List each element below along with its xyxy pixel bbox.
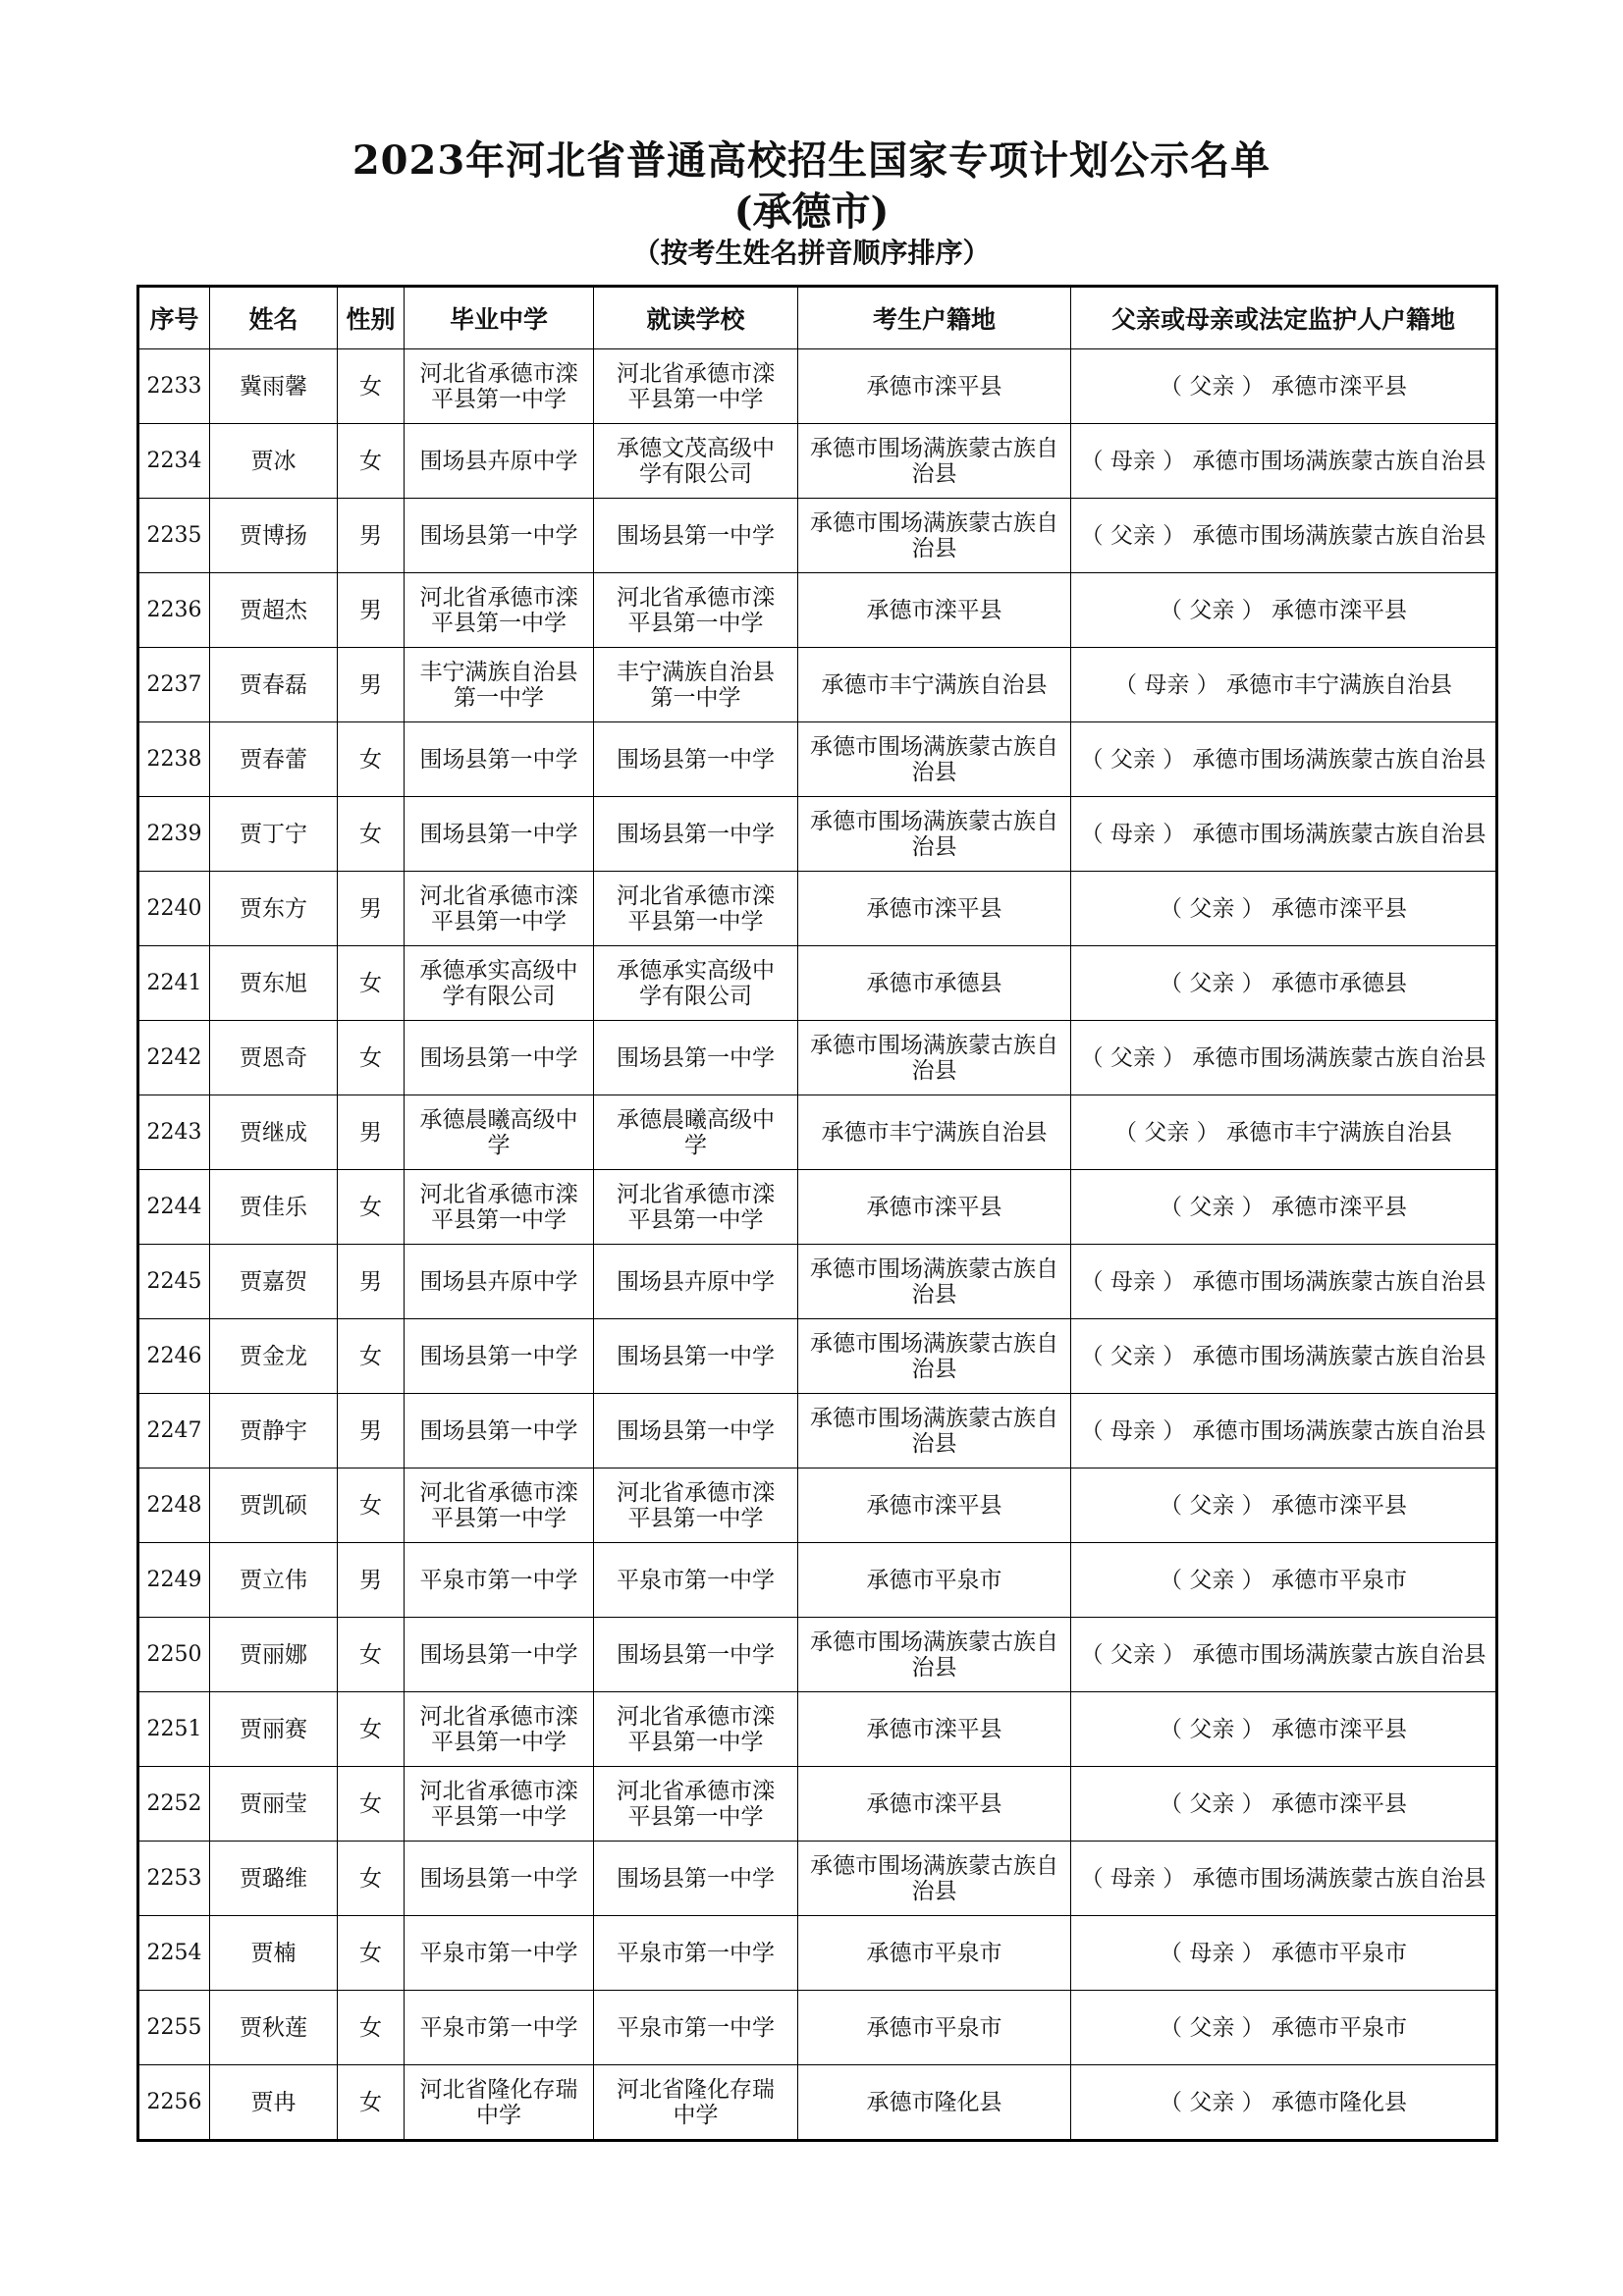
hukou-cell: 承德市滦平县 [798,1767,1071,1842]
document-title: 2023年河北省普通高校招生国家专项计划公示名单 [352,137,1271,184]
table-header-row [138,287,1497,349]
gender-cell: 女 [338,1021,405,1095]
hukou-cell: 承德市丰宁满族自治县 [798,1095,1071,1170]
gender-cell: 女 [338,1692,405,1767]
hukou-cell: 承德市滦平县 [798,1170,1071,1245]
col-name-header: 姓名 [210,287,338,349]
name-cell: 贾嘉贺 [210,1245,338,1319]
table-row [138,1543,1497,1618]
current-school-cell: 平泉市第一中学 [594,1543,798,1618]
seq-cell: 2252 [138,1767,210,1842]
hukou-cell: 承德市围场满族蒙古族自治县 [798,1618,1071,1692]
roster-table [136,285,1498,2142]
guardian-hukou-cell: （ 母亲 ） 承德市平泉市 [1071,1916,1497,1991]
table-row [138,1245,1497,1319]
seq-cell: 2239 [138,797,210,872]
gender-cell: 男 [338,573,405,648]
seq-cell: 2241 [138,946,210,1021]
grad-school-cell: 河北省承德市滦平县第一中学 [405,872,594,946]
grad-school-cell: 河北省承德市滦平县第一中学 [405,1170,594,1245]
grad-school-cell: 围场县第一中学 [405,797,594,872]
seq-cell: 2243 [138,1095,210,1170]
name-cell: 贾秋莲 [210,1991,338,2065]
table-row [138,1618,1497,1692]
name-cell: 贾丽赛 [210,1692,338,1767]
guardian-hukou-cell: （ 母亲 ） 承德市丰宁满族自治县 [1071,648,1497,722]
gender-cell: 女 [338,1767,405,1842]
gender-cell: 女 [338,1916,405,1991]
grad-school-cell: 河北省承德市滦平县第一中学 [405,1468,594,1543]
seq-cell: 2235 [138,499,210,573]
grad-school-cell: 平泉市第一中学 [405,1543,594,1618]
gender-cell: 男 [338,648,405,722]
grad-school-cell: 围场县卉原中学 [405,424,594,499]
seq-cell: 2247 [138,1394,210,1468]
current-school-cell: 围场县第一中学 [594,1842,798,1916]
table-row [138,573,1497,648]
gender-cell: 女 [338,1319,405,1394]
current-school-cell: 围场县第一中学 [594,722,798,797]
seq-cell: 2246 [138,1319,210,1394]
seq-cell: 2244 [138,1170,210,1245]
table-row [138,1394,1497,1468]
grad-school-cell: 围场县第一中学 [405,1394,594,1468]
guardian-hukou-cell: （ 父亲 ） 承德市滦平县 [1071,1767,1497,1842]
table-body [138,349,1497,2141]
gender-cell: 女 [338,1170,405,1245]
table-row [138,499,1497,573]
current-school-cell: 河北省承德市滦平县第一中学 [594,1170,798,1245]
grad-school-cell: 丰宁满族自治县第一中学 [405,648,594,722]
gender-cell: 男 [338,872,405,946]
name-cell: 贾丽娜 [210,1618,338,1692]
seq-cell: 2238 [138,722,210,797]
table-row [138,424,1497,499]
seq-cell: 2240 [138,872,210,946]
grad-school-cell: 平泉市第一中学 [405,1916,594,1991]
guardian-hukou-cell: （ 母亲 ） 承德市围场满族蒙古族自治县 [1071,1394,1497,1468]
current-school-cell: 围场县第一中学 [594,1618,798,1692]
hukou-cell: 承德市围场满族蒙古族自治县 [798,722,1071,797]
guardian-hukou-cell: （ 父亲 ） 承德市围场满族蒙古族自治县 [1071,499,1497,573]
guardian-hukou-cell: （ 父亲 ） 承德市滦平县 [1071,872,1497,946]
seq-cell: 2233 [138,349,210,424]
seq-cell: 2254 [138,1916,210,1991]
gender-cell: 男 [338,1095,405,1170]
gender-cell: 女 [338,797,405,872]
hukou-cell: 承德市滦平县 [798,1468,1071,1543]
col-hukou-header: 考生户籍地 [798,287,1071,349]
sort-note: （按考生姓名拼音顺序排序） [632,237,991,269]
grad-school-cell: 河北省隆化存瑞中学 [405,2065,594,2141]
guardian-hukou-cell: （ 父亲 ） 承德市承德县 [1071,946,1497,1021]
guardian-hukou-cell: （ 父亲 ） 承德市平泉市 [1071,1543,1497,1618]
col-current-school-header: 就读学校 [594,287,798,349]
table-row [138,1991,1497,2065]
name-cell: 贾冰 [210,424,338,499]
gender-cell: 女 [338,722,405,797]
current-school-cell: 河北省承德市滦平县第一中学 [594,349,798,424]
col-grad-school-header: 毕业中学 [405,287,594,349]
table-row [138,1095,1497,1170]
guardian-hukou-cell: （ 母亲 ） 承德市围场满族蒙古族自治县 [1071,1245,1497,1319]
name-cell: 贾东方 [210,872,338,946]
gender-cell: 女 [338,1468,405,1543]
table-row [138,349,1497,424]
guardian-hukou-cell: （ 父亲 ） 承德市滦平县 [1071,349,1497,424]
guardian-hukou-cell: （ 父亲 ） 承德市滦平县 [1071,1692,1497,1767]
seq-cell: 2248 [138,1468,210,1543]
seq-cell: 2250 [138,1618,210,1692]
gender-cell: 男 [338,499,405,573]
name-cell: 贾春蕾 [210,722,338,797]
guardian-hukou-cell: （ 母亲 ） 承德市围场满族蒙古族自治县 [1071,424,1497,499]
guardian-hukou-cell: （ 父亲 ） 承德市丰宁满族自治县 [1071,1095,1497,1170]
guardian-hukou-cell: （ 父亲 ） 承德市围场满族蒙古族自治县 [1071,1319,1497,1394]
current-school-cell: 河北省承德市滦平县第一中学 [594,872,798,946]
table-row [138,1842,1497,1916]
gender-cell: 女 [338,1842,405,1916]
current-school-cell: 河北省承德市滦平县第一中学 [594,573,798,648]
grad-school-cell: 承德晨曦高级中学 [405,1095,594,1170]
hukou-cell: 承德市滦平县 [798,872,1071,946]
name-cell: 贾春磊 [210,648,338,722]
gender-cell: 男 [338,1245,405,1319]
table-row [138,1468,1497,1543]
current-school-cell: 丰宁满族自治县第一中学 [594,648,798,722]
grad-school-cell: 河北省承德市滦平县第一中学 [405,573,594,648]
hukou-cell: 承德市丰宁满族自治县 [798,648,1071,722]
grad-school-cell: 围场县第一中学 [405,1319,594,1394]
name-cell: 贾楠 [210,1916,338,1991]
grad-school-cell: 河北省承德市滦平县第一中学 [405,1767,594,1842]
seq-cell: 2237 [138,648,210,722]
grad-school-cell: 河北省承德市滦平县第一中学 [405,1692,594,1767]
hukou-cell: 承德市围场满族蒙古族自治县 [798,797,1071,872]
name-cell: 贾博扬 [210,499,338,573]
current-school-cell: 承德承实高级中学有限公司 [594,946,798,1021]
table-row [138,1021,1497,1095]
hukou-cell: 承德市围场满族蒙古族自治县 [798,1394,1071,1468]
hukou-cell: 承德市滦平县 [798,1692,1071,1767]
current-school-cell: 围场县第一中学 [594,1021,798,1095]
table-row [138,872,1497,946]
table-row [138,648,1497,722]
current-school-cell: 平泉市第一中学 [594,1916,798,1991]
hukou-cell: 承德市围场满族蒙古族自治县 [798,1319,1071,1394]
name-cell: 贾东旭 [210,946,338,1021]
hukou-cell: 承德市承德县 [798,946,1071,1021]
name-cell: 贾璐维 [210,1842,338,1916]
seq-cell: 2236 [138,573,210,648]
gender-cell: 女 [338,946,405,1021]
table-row [138,1692,1497,1767]
name-cell: 贾立伟 [210,1543,338,1618]
gender-cell: 女 [338,349,405,424]
hukou-cell: 承德市围场满族蒙古族自治县 [798,1021,1071,1095]
grad-school-cell: 围场县第一中学 [405,1618,594,1692]
name-cell: 贾丁宁 [210,797,338,872]
hukou-cell: 承德市隆化县 [798,2065,1071,2141]
current-school-cell: 承德晨曦高级中学 [594,1095,798,1170]
guardian-hukou-cell: （ 父亲 ） 承德市平泉市 [1071,1991,1497,2065]
name-cell: 贾恩奇 [210,1021,338,1095]
table-row [138,1916,1497,1991]
guardian-hukou-cell: （ 父亲 ） 承德市滦平县 [1071,573,1497,648]
table-row [138,1170,1497,1245]
current-school-cell: 河北省承德市滦平县第一中学 [594,1767,798,1842]
hukou-cell: 承德市围场满族蒙古族自治县 [798,1245,1071,1319]
name-cell: 贾佳乐 [210,1170,338,1245]
guardian-hukou-cell: （ 父亲 ） 承德市围场满族蒙古族自治县 [1071,1618,1497,1692]
name-cell: 贾丽莹 [210,1767,338,1842]
guardian-hukou-cell: （ 父亲 ） 承德市滦平县 [1071,1468,1497,1543]
seq-cell: 2253 [138,1842,210,1916]
hukou-cell: 承德市平泉市 [798,1543,1071,1618]
guardian-hukou-cell: （ 父亲 ） 承德市围场满族蒙古族自治县 [1071,722,1497,797]
seq-cell: 2256 [138,2065,210,2141]
col-guardian-hukou-header: 父亲或母亲或法定监护人户籍地 [1071,287,1497,349]
hukou-cell: 承德市围场满族蒙古族自治县 [798,499,1071,573]
gender-cell: 女 [338,1618,405,1692]
document-subtitle: (承德市) [733,188,890,235]
table-row [138,1767,1497,1842]
hukou-cell: 承德市平泉市 [798,1916,1071,1991]
grad-school-cell: 承德承实高级中学有限公司 [405,946,594,1021]
guardian-hukou-cell: （ 母亲 ） 承德市围场满族蒙古族自治县 [1071,1842,1497,1916]
seq-cell: 2234 [138,424,210,499]
name-cell: 贾静宇 [210,1394,338,1468]
name-cell: 贾金龙 [210,1319,338,1394]
table-row [138,797,1497,872]
grad-school-cell: 河北省承德市滦平县第一中学 [405,349,594,424]
grad-school-cell: 平泉市第一中学 [405,1991,594,2065]
name-cell: 贾继成 [210,1095,338,1170]
current-school-cell: 围场县卉原中学 [594,1245,798,1319]
current-school-cell: 河北省承德市滦平县第一中学 [594,1468,798,1543]
guardian-hukou-cell: （ 父亲 ） 承德市滦平县 [1071,1170,1497,1245]
col-seq-header: 序号 [138,287,210,349]
seq-cell: 2249 [138,1543,210,1618]
hukou-cell: 承德市滦平县 [798,349,1071,424]
grad-school-cell: 围场县第一中学 [405,1021,594,1095]
gender-cell: 女 [338,2065,405,2141]
col-gender-header: 性别 [338,287,405,349]
guardian-hukou-cell: （ 母亲 ） 承德市围场满族蒙古族自治县 [1071,797,1497,872]
grad-school-cell: 围场县卉原中学 [405,1245,594,1319]
gender-cell: 女 [338,424,405,499]
current-school-cell: 围场县第一中学 [594,797,798,872]
current-school-cell: 围场县第一中学 [594,1394,798,1468]
hukou-cell: 承德市滦平县 [798,573,1071,648]
seq-cell: 2255 [138,1991,210,2065]
name-cell: 贾冉 [210,2065,338,2141]
hukou-cell: 承德市围场满族蒙古族自治县 [798,1842,1071,1916]
seq-cell: 2251 [138,1692,210,1767]
gender-cell: 男 [338,1394,405,1468]
name-cell: 贾凯硕 [210,1468,338,1543]
table-row [138,2065,1497,2141]
grad-school-cell: 围场县第一中学 [405,499,594,573]
hukou-cell: 承德市围场满族蒙古族自治县 [798,424,1071,499]
current-school-cell: 河北省隆化存瑞中学 [594,2065,798,2141]
grad-school-cell: 围场县第一中学 [405,722,594,797]
current-school-cell: 河北省承德市滦平县第一中学 [594,1692,798,1767]
gender-cell: 女 [338,1991,405,2065]
table-row [138,1319,1497,1394]
current-school-cell: 围场县第一中学 [594,1319,798,1394]
grad-school-cell: 围场县第一中学 [405,1842,594,1916]
name-cell: 冀雨馨 [210,349,338,424]
current-school-cell: 承德文茂高级中学有限公司 [594,424,798,499]
guardian-hukou-cell: （ 父亲 ） 承德市隆化县 [1071,2065,1497,2141]
gender-cell: 男 [338,1543,405,1618]
current-school-cell: 围场县第一中学 [594,499,798,573]
name-cell: 贾超杰 [210,573,338,648]
current-school-cell: 平泉市第一中学 [594,1991,798,2065]
guardian-hukou-cell: （ 父亲 ） 承德市围场满族蒙古族自治县 [1071,1021,1497,1095]
hukou-cell: 承德市平泉市 [798,1991,1071,2065]
seq-cell: 2245 [138,1245,210,1319]
table-row [138,722,1497,797]
table-row [138,946,1497,1021]
seq-cell: 2242 [138,1021,210,1095]
